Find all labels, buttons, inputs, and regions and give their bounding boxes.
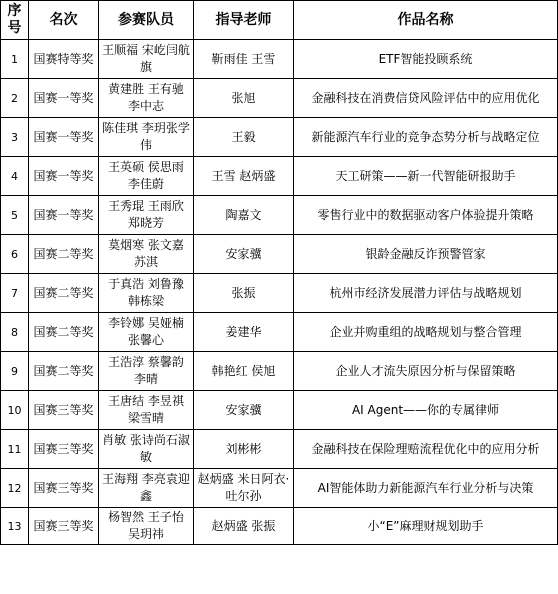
cell-members: 李铃娜 吴娅楠 张馨心: [99, 313, 194, 352]
header-award: 名次: [29, 1, 99, 40]
header-index: 序号: [1, 1, 29, 40]
cell-advisor: 安家骥: [194, 391, 294, 430]
cell-index: 9: [1, 352, 29, 391]
cell-work: 企业人才流失原因分析与保留策略: [294, 352, 558, 391]
cell-award: 国赛特等奖: [29, 40, 99, 79]
table-row: [1, 157, 558, 196]
cell-index: 1: [1, 40, 29, 79]
cell-advisor: 赵炳盛 张振: [194, 508, 294, 545]
cell-advisor: 陶嘉文: [194, 196, 294, 235]
cell-index: 11: [1, 430, 29, 469]
table-row: [1, 274, 558, 313]
cell-index: 12: [1, 469, 29, 508]
header-members: 参赛队员: [99, 1, 194, 40]
table-row: [1, 352, 558, 391]
cell-members: 杨智然 王子怡 吴玥祎: [99, 508, 194, 545]
cell-index: 3: [1, 118, 29, 157]
table-row: [1, 313, 558, 352]
cell-members: 于真浩 刘鲁豫 韩栋梁: [99, 274, 194, 313]
cell-award: 国赛二等奖: [29, 313, 99, 352]
cell-advisor: 王毅: [194, 118, 294, 157]
table-row: [1, 508, 558, 545]
cell-award: 国赛一等奖: [29, 79, 99, 118]
cell-award: 国赛二等奖: [29, 274, 99, 313]
table-row: [1, 469, 558, 508]
cell-work: 金融科技在消费信贷风险评估中的应用优化: [294, 79, 558, 118]
cell-index: 4: [1, 157, 29, 196]
cell-index: 5: [1, 196, 29, 235]
header-advisor: 指导老师: [194, 1, 294, 40]
cell-index: 13: [1, 508, 29, 545]
cell-members: 王顺福 宋屹闫航旗: [99, 40, 194, 79]
cell-work: 杭州市经济发展潜力评估与战略规划: [294, 274, 558, 313]
cell-advisor: 韩艳红 侯旭: [194, 352, 294, 391]
cell-work: 天工研策——新一代智能研报助手: [294, 157, 558, 196]
table-row: [1, 40, 558, 79]
cell-work: ETF智能投顾系统: [294, 40, 558, 79]
cell-advisor: 王雪 赵炳盛: [194, 157, 294, 196]
cell-work: 小“E”麻理财规划助手: [294, 508, 558, 545]
cell-advisor: 张振: [194, 274, 294, 313]
table-row: [1, 430, 558, 469]
cell-award: 国赛一等奖: [29, 118, 99, 157]
header-row: [1, 1, 558, 40]
cell-work: 新能源汽车行业的竞争态势分析与战略定位: [294, 118, 558, 157]
cell-index: 7: [1, 274, 29, 313]
table-row: [1, 235, 558, 274]
cell-members: 王英硕 侯思雨 李佳蔚: [99, 157, 194, 196]
cell-award: 国赛二等奖: [29, 235, 99, 274]
cell-index: 2: [1, 79, 29, 118]
cell-members: 陈佳琪 李玥张学伟: [99, 118, 194, 157]
cell-award: 国赛一等奖: [29, 157, 99, 196]
cell-advisor: 靳雨佳 王雪: [194, 40, 294, 79]
cell-work: 银龄金融反诈预警管家: [294, 235, 558, 274]
cell-advisor: 安家骥: [194, 235, 294, 274]
cell-work: 金融科技在保险理赔流程优化中的应用分析: [294, 430, 558, 469]
cell-members: 王浩淳 蔡馨韵 李晴: [99, 352, 194, 391]
cell-advisor: 刘彬彬: [194, 430, 294, 469]
cell-award: 国赛三等奖: [29, 391, 99, 430]
cell-advisor: 赵炳盛 米日阿衣·吐尔孙: [194, 469, 294, 508]
header-work: 作品名称: [294, 1, 558, 40]
cell-index: 10: [1, 391, 29, 430]
cell-members: 王秀琨 王雨欣 郑晓芳: [99, 196, 194, 235]
cell-advisor: 姜建华: [194, 313, 294, 352]
cell-work: AI Agent——你的专属律师: [294, 391, 558, 430]
table-row: [1, 79, 558, 118]
table-row: [1, 391, 558, 430]
cell-index: 8: [1, 313, 29, 352]
cell-award: 国赛三等奖: [29, 430, 99, 469]
cell-work: 零售行业中的数据驱动客户体验提升策略: [294, 196, 558, 235]
cell-award: 国赛二等奖: [29, 352, 99, 391]
cell-members: 肖敏 张诗尚石淑敏: [99, 430, 194, 469]
cell-members: 王海翔 李亮袁迎鑫: [99, 469, 194, 508]
cell-award: 国赛三等奖: [29, 469, 99, 508]
cell-members: 莫烟寒 张文嘉 苏淇: [99, 235, 194, 274]
cell-work: AI智能体助力新能源汽车行业分析与决策: [294, 469, 558, 508]
table-row: [1, 196, 558, 235]
cell-members: 黄建胜 王有驰 李中志: [99, 79, 194, 118]
cell-index: 6: [1, 235, 29, 274]
cell-members: 王唐结 李昱祺 梁雪晴: [99, 391, 194, 430]
cell-advisor: 张旭: [194, 79, 294, 118]
cell-award: 国赛三等奖: [29, 508, 99, 545]
table-row: [1, 118, 558, 157]
cell-work: 企业并购重组的战略规划与整合管理: [294, 313, 558, 352]
cell-award: 国赛一等奖: [29, 196, 99, 235]
